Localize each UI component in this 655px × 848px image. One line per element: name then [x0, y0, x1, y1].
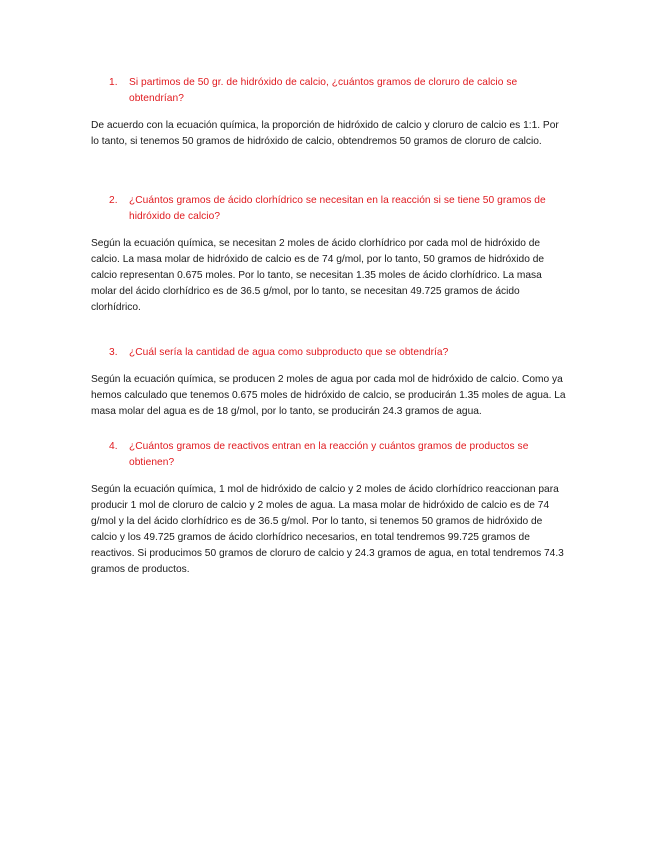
answer-1: De acuerdo con la ecuación química, la proporción de hidróxido de calcio y cloruro de calcio es 1:1. Por lo tanto, si tenemos 50 gramos de hidróxido de calcio, obtendremos 50 gramos de cloruro de calcio. — [91, 120, 559, 147]
question-3 — [91, 345, 566, 361]
question-number: 3. — [109, 347, 118, 358]
question-text: Si partimos de 50 gr. de hidróxido de calcio, ¿cuántos gramos de cloruro de calcio se obtendrían? — [129, 77, 518, 104]
question-number: 4. — [109, 441, 118, 452]
question-1 — [91, 75, 566, 107]
answer-3: Según la ecuación química, se producen 2 moles de agua por cada mol de hidróxido de calcio. Como ya hemos calculado que tenemos 0.675 moles de hidróxido de calcio, se producirán 1.35 moles de agua. La masa molar del agua es de 18 g/mol, por lo tanto, se producirán 24.3 gramos de agua. — [91, 374, 566, 417]
question-text: ¿Cuántos gramos de reactivos entran en la reacción y cuántos gramos de productos se obtienen? — [129, 441, 529, 468]
qa-item-3 — [91, 345, 566, 420]
question-4 — [91, 439, 566, 471]
qa-item-1 — [91, 75, 566, 150]
question-number: 2. — [109, 195, 118, 206]
qa-item-4 — [91, 439, 566, 578]
question-text: ¿Cuántos gramos de ácido clorhídrico se necesitan en la reacción si se tiene 50 gramos de hidróxido de calcio? — [129, 195, 546, 222]
question-2 — [91, 193, 566, 225]
question-number: 1. — [109, 77, 118, 88]
answer-2: Según la ecuación química, se necesitan 2 moles de ácido clorhídrico por cada mol de hidróxido de calcio. La masa molar de hidróxido de calcio es de 74 g/mol, por lo tanto, 50 gramos de hidróxido de calcio representan 0.675 moles. Por lo tanto, se necesitan 1.35 moles de ácido clorhídrico. La masa molar del ácido clorhídrico es de 36.5 g/mol, por lo tanto, se necesitan 49.725 gramos de ácido clorhídrico. — [91, 238, 545, 313]
question-text: ¿Cuál sería la cantidad de agua como subproducto que se obtendría? — [129, 347, 449, 358]
qa-item-2 — [91, 193, 566, 316]
answer-4: Según la ecuación química, 1 mol de hidróxido de calcio y 2 moles de ácido clorhídrico reaccionan para producir 1 mol de cloruro de calcio y 2 moles de agua. La masa molar de hidróxido de calcio es de 74 g/mol y la del ácido clorhídrico es de 36.5 g/mol. Por lo tanto, si tenemos 50 gramos de hidróxido de calcio y los 49.725 gramos de ácido clorhídrico necesarios, en total tendremos 99.725 gramos de reactivos. Si producimos 50 gramos de cloruro de calcio y 24.3 gramos de agua, en total tendremos 74.3 gramos de productos. — [91, 484, 564, 575]
